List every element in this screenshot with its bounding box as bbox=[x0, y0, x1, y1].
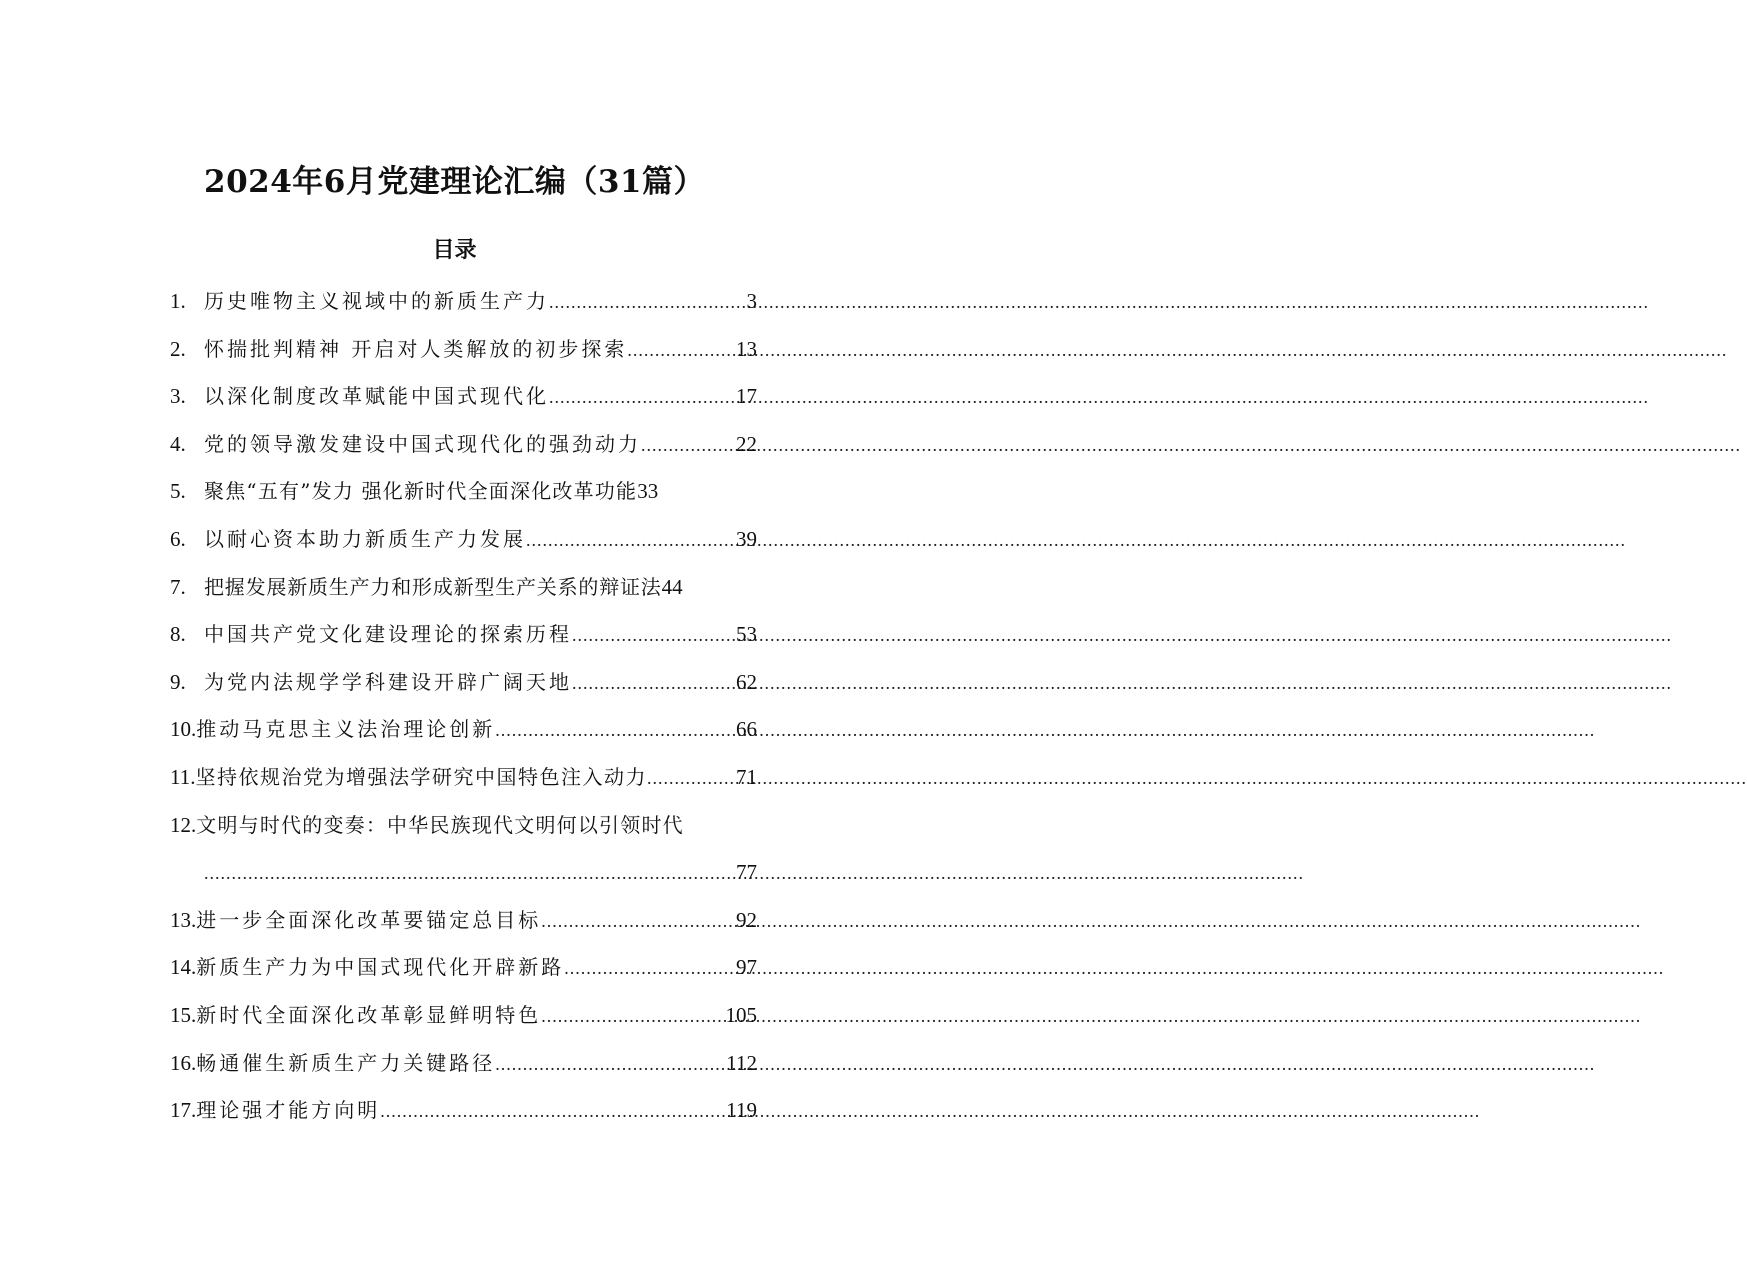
toc-entry-page: 119 bbox=[726, 1098, 757, 1123]
dot-leader bbox=[541, 903, 736, 939]
dot-leader bbox=[204, 855, 736, 891]
dot-leader bbox=[641, 427, 736, 463]
toc-entry-page: 71 bbox=[736, 764, 757, 789]
dot-leader bbox=[549, 284, 747, 320]
toc-entry-page: 53 bbox=[736, 622, 757, 647]
toc-entry-number: 16. bbox=[170, 1050, 197, 1075]
toc-entry[interactable] bbox=[170, 807, 757, 902]
dot-leader bbox=[380, 1093, 726, 1129]
toc-entry-title: 推动马克思主义法治理论创新 bbox=[196, 717, 496, 742]
toc-entry[interactable] bbox=[170, 1045, 757, 1093]
toc-entry-title: 为党内法规学学科建设开辟广阔天地 bbox=[204, 669, 572, 694]
toc-entry-page: 33 bbox=[637, 479, 659, 504]
toc-entry[interactable] bbox=[170, 569, 757, 617]
dot-leader bbox=[564, 950, 736, 986]
document-title: 2024年6月党建理论汇编（31篇） bbox=[204, 164, 705, 200]
toc-entry-title: 文明与时代的变奏：中华民族现代文明何以引领时代 bbox=[196, 812, 684, 837]
dot-leader bbox=[541, 998, 725, 1034]
toc-entry[interactable] bbox=[170, 473, 757, 521]
dot-leader bbox=[495, 712, 736, 748]
toc-entry-page: 77 bbox=[736, 860, 757, 885]
toc-entry-number: 10. bbox=[170, 717, 197, 742]
toc-entry-page: 112 bbox=[726, 1050, 757, 1075]
toc-entry-number: 9. bbox=[170, 669, 186, 694]
toc-entry-title: 怀揣批判精神 开启对人类解放的初步探索 bbox=[204, 336, 628, 361]
toc-entry[interactable] bbox=[170, 616, 757, 664]
toc-entry-number: 3. bbox=[170, 384, 186, 409]
toc-entry-number: 6. bbox=[170, 526, 186, 551]
toc-entry-page: 97 bbox=[736, 955, 757, 980]
toc-entry-page: 66 bbox=[736, 717, 757, 742]
toc-entry-number: 2. bbox=[170, 336, 186, 361]
toc-entry-page: 62 bbox=[736, 669, 757, 694]
toc-entry-number: 15. bbox=[170, 1002, 197, 1027]
toc-entry-title: 新质生产力为中国式现代化开辟新路 bbox=[196, 955, 565, 980]
toc-entry-number: 13. bbox=[170, 907, 197, 932]
toc-entry-number: 4. bbox=[170, 431, 186, 456]
toc-entry-title: 进一步全面深化改革要锚定总目标 bbox=[196, 907, 542, 932]
toc-entry-number: 11. bbox=[170, 764, 196, 789]
toc-entry-number: 17. bbox=[170, 1098, 197, 1123]
toc-entry-number: 8. bbox=[170, 622, 186, 647]
toc-entry-title: 理论强才能方向明 bbox=[196, 1098, 381, 1123]
dot-leader bbox=[572, 617, 736, 653]
table-of-contents bbox=[170, 283, 757, 1140]
dot-leader bbox=[495, 1046, 726, 1082]
toc-entry-page: 3 bbox=[746, 289, 757, 313]
toc-entry[interactable] bbox=[170, 331, 757, 379]
dot-leader bbox=[549, 379, 736, 415]
toc-entry-title: 把握发展新质生产力和形成新型生产关系的辩证法 bbox=[204, 574, 662, 599]
toc-entry-page: 92 bbox=[736, 907, 757, 932]
dot-leader bbox=[526, 522, 736, 558]
toc-entry-number: 14. bbox=[170, 955, 197, 980]
toc-entry-title: 历史唯物主义视域中的新质生产力 bbox=[204, 289, 549, 313]
toc-heading: 目录 bbox=[432, 237, 477, 263]
toc-entry-page: 105 bbox=[725, 1002, 757, 1027]
toc-entry-title: 畅通催生新质生产力关键路径 bbox=[196, 1050, 496, 1075]
toc-entry-title: 以耐心资本助力新质生产力发展 bbox=[204, 526, 526, 551]
toc-entry-title: 以深化制度改革赋能中国式现代化 bbox=[204, 384, 549, 409]
toc-entry[interactable] bbox=[170, 378, 757, 426]
toc-entry-title: 坚持依规治党为增强法学研究中国特色注入动力 bbox=[195, 764, 647, 789]
toc-entry[interactable] bbox=[170, 426, 757, 474]
toc-entry-title: 党的领导激发建设中国式现代化的强劲动力 bbox=[204, 431, 641, 456]
toc-entry-title: 新时代全面深化改革彰显鲜明特色 bbox=[196, 1002, 542, 1027]
toc-entry[interactable] bbox=[170, 997, 757, 1045]
toc-entry-title: 中国共产党文化建设理论的探索历程 bbox=[204, 622, 572, 647]
toc-entry-page: 22 bbox=[736, 431, 757, 456]
toc-entry[interactable] bbox=[170, 1092, 757, 1140]
toc-entry-page: 39 bbox=[736, 526, 757, 551]
dot-leader bbox=[647, 760, 736, 796]
toc-entry-number: 12. bbox=[170, 812, 197, 837]
toc-entry[interactable] bbox=[170, 664, 757, 712]
toc-entry-page: 44 bbox=[661, 574, 683, 599]
toc-entry-number: 7. bbox=[170, 574, 186, 599]
dot-leader bbox=[627, 332, 736, 368]
toc-entry-page: 17 bbox=[736, 384, 757, 409]
dot-leader bbox=[572, 665, 736, 701]
toc-entry-number: 5. bbox=[170, 479, 186, 504]
toc-entry[interactable] bbox=[170, 521, 757, 569]
toc-entry[interactable] bbox=[170, 902, 757, 950]
toc-entry[interactable] bbox=[170, 949, 757, 997]
toc-entry[interactable] bbox=[170, 711, 757, 759]
toc-entry-number: 1. bbox=[170, 289, 186, 313]
toc-entry[interactable] bbox=[170, 283, 757, 331]
toc-entry-title: 聚焦“五有”发力 强化新时代全面深化改革功能 bbox=[204, 479, 638, 504]
toc-entry-page: 13 bbox=[736, 336, 757, 361]
toc-entry[interactable] bbox=[170, 759, 757, 807]
